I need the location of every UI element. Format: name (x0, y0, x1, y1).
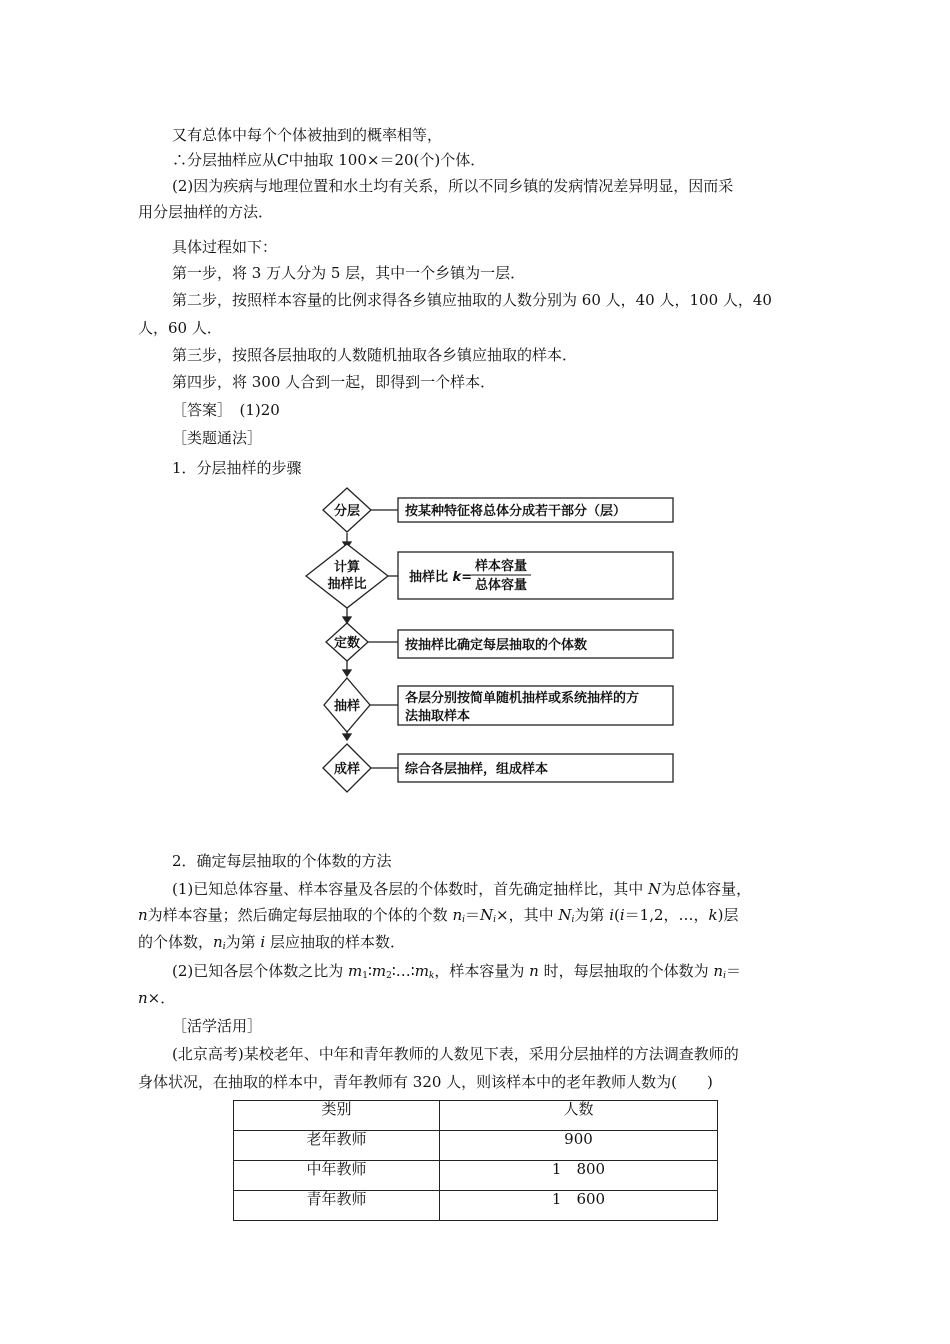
math-subscript: i (571, 915, 575, 925)
table-cell: 中年教师 (234, 1161, 440, 1191)
text-run: ＝ (465, 906, 481, 924)
text-line: 人，60 人． (138, 319, 222, 337)
step-description: 法抽取样本 (405, 709, 471, 724)
text-run: ，样本容量为 (434, 962, 530, 980)
text-run: 为总体容量， (661, 880, 752, 898)
text-run: 的个体数， (138, 933, 214, 951)
math-var: n (529, 962, 539, 980)
table-cell: 1 800 (440, 1161, 718, 1191)
math-var: n (452, 906, 463, 924)
text-line (138, 905, 828, 930)
math-var: n (713, 962, 724, 980)
step-label: 抽样 (333, 699, 361, 714)
math-var: N (480, 906, 494, 924)
step-description: 各层分别按简单随机抽样或系统抽样的方 (405, 691, 640, 706)
math-var: k (708, 906, 718, 924)
text-run: ×，其中 (496, 906, 559, 924)
math-subscript: i (723, 971, 726, 981)
text-run: ×． (147, 989, 176, 1007)
math-var: n (213, 933, 223, 951)
text-line: 身体状况，在抽取的样本中，青年教师有 320 人，则该样本中的老年教师人数为( ) (138, 1073, 713, 1091)
table-row (234, 1131, 718, 1161)
math-subscript: i (222, 942, 226, 952)
text-line: 第四步，将 300 人合到一起，即得到一个样本． (172, 373, 496, 391)
text-line: (北京高考)某校老年、中年和青年教师的人数见下表，采用分层抽样的方法调查教师的 (172, 1045, 739, 1063)
table-header-cell: 类别 (234, 1101, 440, 1131)
step-description (409, 569, 472, 585)
text-line: 第三步，按照各层抽取的人数随机抽取各乡镇应抽取的样本． (172, 346, 578, 364)
text-run: (2)已知各层个体数之比为 (172, 962, 349, 980)
section-tag: ［活学活用］ (172, 1017, 263, 1035)
section-heading: 1．分层抽样的步骤 (172, 459, 302, 477)
text-run: 为第 (574, 906, 610, 924)
text-line: 第一步，将 3 万人分为 5 层，其中一个乡镇为一层． (172, 264, 526, 282)
text-line: 具体过程如下： (172, 238, 278, 256)
math-var: N (558, 906, 572, 924)
text-run: (1)已知总体容量、样本容量及各层的个体数时，首先确定抽样比，其中 (172, 880, 649, 898)
section-tag: ［类题通法］ (172, 429, 263, 447)
section-heading: 2．确定每层抽取的个体数的方法 (172, 852, 392, 870)
table-row (234, 1161, 718, 1191)
fraction-denominator: 总体容量 (474, 578, 528, 593)
math-var: n (138, 906, 148, 924)
math-var: m (414, 962, 429, 980)
step-label: 成样 (333, 762, 361, 777)
text-line: 又有总体中每个个体被抽到的概率相等， (172, 126, 443, 144)
step-label: 计算 (333, 560, 361, 575)
text-run: ＝1,2，…， (624, 906, 709, 924)
step-description: 综合各层抽样，组成样本 (405, 762, 549, 777)
text-run: ∶…∶ (391, 962, 415, 980)
step-description: 按抽样比确定每层抽取的个体数 (405, 638, 588, 653)
text-line (172, 150, 828, 170)
text-run: 为样本容量；然后确定每层抽取的个体的个数 (147, 906, 453, 924)
table-header-row (234, 1101, 718, 1131)
text-run: 抽样比 (409, 570, 453, 585)
text-run: ＝ (725, 962, 741, 980)
text-run: 层应抽取的样本数． (265, 933, 405, 951)
step-description: 按某种特征将总体分成若干部分（层） (405, 504, 627, 519)
text-run: ∴分层抽样应从 (172, 151, 278, 169)
step-label: 定数 (333, 636, 361, 651)
text-run: ∶ (368, 962, 372, 980)
text-line: 用分层抽样的方法． (138, 203, 274, 221)
table-row (234, 1191, 718, 1221)
math-var: i (260, 933, 266, 951)
math-var: i (609, 906, 614, 924)
table-cell: 老年教师 (234, 1131, 440, 1161)
math-subscript: i (493, 915, 497, 925)
text-run: 中抽取 100×＝20(个)个体． (288, 151, 486, 169)
step-label: 抽样比 (327, 577, 367, 592)
text-line: 第二步，按照样本容量的比例求得各乡镇应抽取的人数分别为 60 人，40 人，100 人，40 (172, 291, 772, 309)
table-cell: 1 600 (440, 1191, 718, 1221)
math-subscript: k (428, 971, 435, 981)
math-var: m (348, 962, 363, 980)
text-line (172, 961, 828, 986)
text-line (172, 879, 828, 899)
fraction-numerator: 样本容量 (474, 559, 528, 574)
math-var: k (452, 570, 462, 585)
stratified-sampling-flowchart (305, 486, 685, 796)
text-run: = (461, 570, 473, 585)
math-subscript: 2 (386, 971, 392, 981)
answer-line: ［答案］ (1)20 (172, 401, 280, 419)
text-run: )层 (717, 906, 739, 924)
math-var: m (371, 962, 387, 980)
math-var: i (619, 906, 625, 924)
text-line: (2)因为疾病与地理位置和水土均有关系，所以不同乡镇的发病情况差异明显，因而采 (172, 177, 734, 195)
text-line (138, 932, 828, 957)
table-cell: 900 (440, 1131, 718, 1161)
teacher-count-table (233, 1100, 718, 1221)
table-header-cell: 人数 (440, 1101, 718, 1131)
math-var: N (648, 880, 662, 898)
math-var: C (277, 151, 289, 169)
math-subscript: i (462, 915, 466, 925)
table-cell: 青年教师 (234, 1191, 440, 1221)
text-line (138, 988, 828, 1008)
math-subscript: 1 (362, 971, 368, 981)
text-run: 时，每层抽取的个体数为 (538, 962, 714, 980)
text-run: 为第 (225, 933, 261, 951)
step-label: 分层 (333, 504, 361, 519)
step-diamond (306, 544, 388, 608)
math-var: n (138, 989, 148, 1007)
text-run: ( (614, 906, 620, 924)
